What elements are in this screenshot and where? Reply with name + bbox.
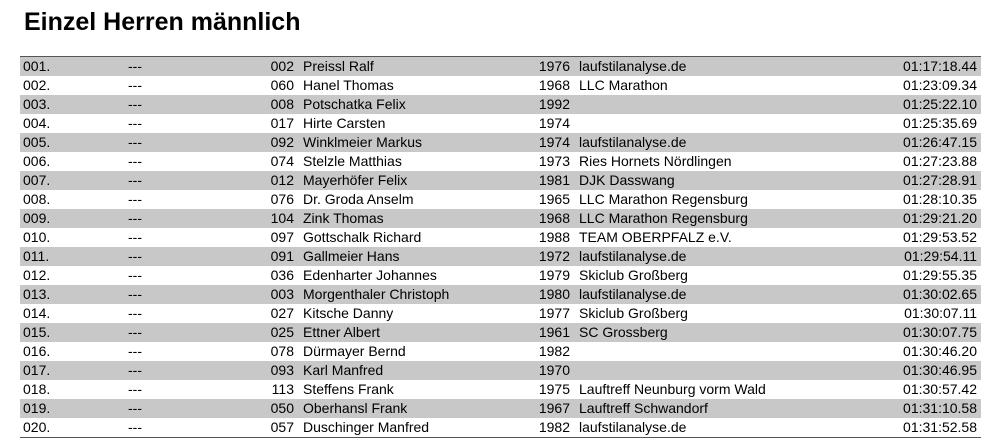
- club-cell: LLC Marathon Regensburg: [579, 191, 748, 207]
- rank-cell: 001.: [20, 57, 128, 77]
- rank-cell: 013.: [20, 285, 128, 304]
- rank-cell: 002.: [23, 77, 51, 93]
- rank-cell: 014.: [23, 305, 51, 321]
- time-cell: 01:29:54.11: [870, 247, 981, 266]
- name-cell: Stelzle Matthias: [303, 153, 402, 169]
- name-cell: Mayerhöfer Felix: [294, 171, 524, 190]
- time-cell: 01:27:23.88: [903, 153, 977, 169]
- dash-cell: ---: [128, 191, 142, 207]
- time-cell: 01:31:52.58: [903, 419, 977, 435]
- time-cell: 01:30:46.95: [870, 361, 981, 380]
- rank-cell: 004.: [23, 115, 51, 131]
- year-cell: 1979: [538, 267, 570, 283]
- name-cell: Karl Manfred: [294, 361, 524, 380]
- name-cell: Potschatka Felix: [294, 95, 524, 114]
- name-cell: Duschinger Manfred: [303, 419, 430, 435]
- club-cell: Lauftreff Schwandorf: [570, 399, 870, 418]
- results-rows: [20, 57, 981, 438]
- table-row: [20, 171, 981, 190]
- table-row: [20, 114, 981, 133]
- dash-cell: ---: [128, 229, 142, 245]
- table-row: [20, 247, 981, 266]
- bib-number-cell: 060: [270, 77, 294, 93]
- club-cell: SC Grossberg: [570, 323, 870, 342]
- name-cell: Dr. Groda Anselm: [303, 191, 414, 207]
- year-cell: 1981: [524, 171, 570, 190]
- time-cell: 01:26:47.15: [870, 133, 981, 152]
- dash-cell: ---: [128, 343, 142, 359]
- bib-number-cell: 025: [198, 323, 294, 342]
- dash-cell: ---: [128, 209, 198, 228]
- rank-cell: 007.: [20, 171, 128, 190]
- time-cell: 01:25:22.10: [870, 95, 981, 114]
- name-cell: Edenharter Johannes: [303, 267, 437, 283]
- table-row: [20, 323, 981, 342]
- year-cell: 1961: [524, 323, 570, 342]
- table-row: [20, 361, 981, 380]
- name-cell: Oberhansl Frank: [294, 399, 524, 418]
- table-row: [20, 209, 981, 228]
- time-cell: 01:30:07.75: [870, 323, 981, 342]
- year-cell: 1992: [524, 95, 570, 114]
- rank-cell: 009.: [20, 209, 128, 228]
- dash-cell: ---: [128, 399, 198, 418]
- bib-number-cell: 027: [270, 305, 294, 321]
- club-cell: LLC Marathon Regensburg: [570, 209, 870, 228]
- dash-cell: ---: [128, 323, 198, 342]
- year-cell: 1968: [538, 77, 570, 93]
- bib-number-cell: 097: [270, 229, 294, 245]
- table-row: [20, 76, 981, 95]
- dash-cell: ---: [128, 153, 142, 169]
- year-cell: 1976: [524, 57, 570, 77]
- dash-cell: ---: [128, 267, 142, 283]
- bib-number-cell: 078: [270, 343, 294, 359]
- name-cell: Ettner Albert: [294, 323, 524, 342]
- table-row: [20, 342, 981, 361]
- table-row: [20, 304, 981, 323]
- year-cell: 1968: [524, 209, 570, 228]
- table-row: [20, 152, 981, 171]
- club-cell: TEAM OBERPFALZ e.V.: [579, 229, 732, 245]
- club-cell: Ries Hornets Nördlingen: [579, 153, 732, 169]
- name-cell: Hirte Carsten: [303, 115, 386, 131]
- rank-cell: 012.: [23, 267, 51, 283]
- time-cell: 01:17:18.44: [870, 57, 981, 77]
- dash-cell: ---: [128, 115, 142, 131]
- time-cell: 01:30:02.65: [870, 285, 981, 304]
- year-cell: 1973: [538, 153, 570, 169]
- year-cell: 1970: [524, 361, 570, 380]
- bib-number-cell: 092: [198, 133, 294, 152]
- time-cell: 01:25:35.69: [903, 115, 977, 131]
- year-cell: 1977: [538, 305, 570, 321]
- table-row: [20, 399, 981, 418]
- club-cell: laufstilanalyse.de: [570, 285, 870, 304]
- club-cell: Skiclub Großberg: [579, 305, 688, 321]
- dash-cell: ---: [128, 285, 198, 304]
- bib-number-cell: 076: [270, 191, 294, 207]
- table-row: [20, 95, 981, 114]
- club-cell: DJK Dasswang: [570, 171, 870, 190]
- time-cell: 01:30:57.42: [903, 381, 977, 397]
- name-cell: Dürmayer Bernd: [303, 343, 406, 359]
- club-cell: LLC Marathon: [579, 77, 668, 93]
- name-cell: Morgenthaler Christoph: [294, 285, 524, 304]
- bib-number-cell: 074: [270, 153, 294, 169]
- rank-cell: 016.: [23, 343, 51, 359]
- year-cell: 1967: [524, 399, 570, 418]
- table-row: [20, 228, 981, 247]
- name-cell: Zink Thomas: [294, 209, 524, 228]
- club-cell: Skiclub Großberg: [579, 267, 688, 283]
- results-table: [20, 56, 981, 438]
- year-cell: 1965: [538, 191, 570, 207]
- dash-cell: ---: [128, 247, 198, 266]
- club-cell: laufstilanalyse.de: [570, 247, 870, 266]
- rank-cell: 020.: [23, 419, 51, 435]
- rank-cell: 019.: [20, 399, 128, 418]
- bib-number-cell: 091: [198, 247, 294, 266]
- rank-cell: 008.: [23, 191, 51, 207]
- time-cell: 01:30:07.11: [904, 305, 977, 321]
- bib-number-cell: 003: [198, 285, 294, 304]
- time-cell: 01:23:09.34: [903, 77, 977, 93]
- time-cell: 01:30:46.20: [903, 343, 977, 359]
- year-cell: 1974: [538, 115, 570, 131]
- page-title: Einzel Herren männlich: [24, 8, 301, 36]
- club-cell: [570, 361, 870, 380]
- bib-number-cell: 002: [198, 57, 294, 77]
- name-cell: Steffens Frank: [303, 381, 394, 397]
- year-cell: 1988: [538, 229, 570, 245]
- rank-cell: 011.: [20, 247, 128, 266]
- club-cell: [570, 95, 870, 114]
- bib-number-cell: 008: [198, 95, 294, 114]
- time-cell: 01:29:21.20: [870, 209, 981, 228]
- table-row: [20, 133, 981, 152]
- bib-number-cell: 104: [198, 209, 294, 228]
- table-row: [20, 190, 981, 209]
- name-cell: Gallmeier Hans: [294, 247, 524, 266]
- bib-number-cell: 036: [270, 267, 294, 283]
- year-cell: 1975: [538, 381, 570, 397]
- name-cell: Kitsche Danny: [303, 305, 394, 321]
- rank-cell: 006.: [23, 153, 51, 169]
- dash-cell: ---: [128, 171, 198, 190]
- year-cell: 1982: [538, 343, 570, 359]
- table-row: [20, 418, 981, 438]
- name-cell: Winklmeier Markus: [294, 133, 524, 152]
- club-cell: laufstilanalyse.de: [570, 133, 870, 152]
- year-cell: 1980: [524, 285, 570, 304]
- time-cell: 01:31:10.58: [870, 399, 981, 418]
- club-cell: Lauftreff Neunburg vorm Wald: [579, 381, 766, 397]
- rank-cell: 005.: [20, 133, 128, 152]
- dash-cell: ---: [128, 95, 198, 114]
- table-row: [20, 266, 981, 285]
- bib-number-cell: 057: [270, 419, 294, 435]
- time-cell: 01:28:10.35: [903, 191, 977, 207]
- bib-number-cell: 113: [271, 381, 294, 397]
- table-row: [20, 285, 981, 304]
- dash-cell: ---: [128, 57, 198, 77]
- rank-cell: 003.: [20, 95, 128, 114]
- year-cell: 1974: [524, 133, 570, 152]
- name-cell: Hanel Thomas: [303, 77, 394, 93]
- dash-cell: ---: [128, 77, 142, 93]
- dash-cell: ---: [128, 419, 142, 435]
- club-cell: [570, 342, 870, 361]
- name-cell: Gottschalk Richard: [303, 229, 422, 245]
- club-cell: [570, 114, 870, 133]
- time-cell: 01:27:28.91: [870, 171, 981, 190]
- year-cell: 1982: [538, 419, 570, 435]
- rank-cell: 010.: [23, 229, 51, 245]
- club-cell: laufstilanalyse.de: [570, 57, 870, 77]
- dash-cell: ---: [128, 133, 198, 152]
- time-cell: 01:29:55.35: [903, 267, 977, 283]
- bib-number-cell: 093: [198, 361, 294, 380]
- rank-cell: 015.: [20, 323, 128, 342]
- table-row: [20, 380, 981, 399]
- bib-number-cell: 050: [198, 399, 294, 418]
- rank-cell: 018.: [23, 381, 51, 397]
- name-cell: Preissl Ralf: [294, 57, 524, 77]
- time-cell: 01:29:53.52: [903, 229, 977, 245]
- club-cell: laufstilanalyse.de: [579, 419, 687, 435]
- bib-number-cell: 012: [198, 171, 294, 190]
- dash-cell: ---: [128, 361, 198, 380]
- rank-cell: 017.: [20, 361, 128, 380]
- year-cell: 1972: [524, 247, 570, 266]
- bib-number-cell: 017: [270, 115, 294, 131]
- dash-cell: ---: [128, 305, 142, 321]
- table-row: [20, 57, 981, 77]
- dash-cell: ---: [128, 381, 142, 397]
